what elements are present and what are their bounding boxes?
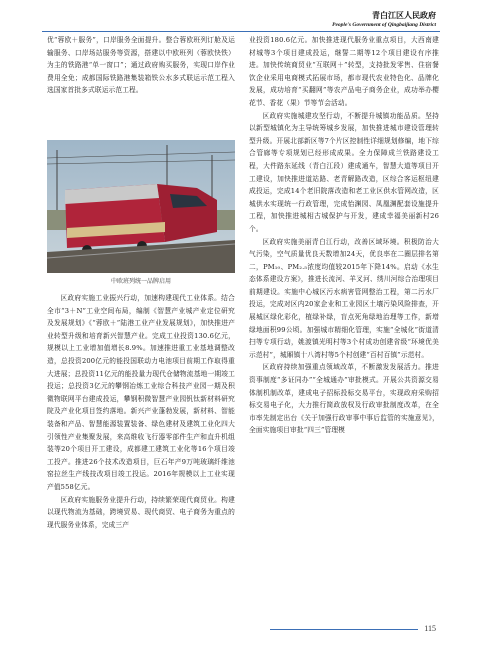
header-title: 青白江区人民政府 xyxy=(372,11,436,20)
paragraph: 区政府实施工业振兴行动，加速构建现代工业体系。结合全市“3＋N”工业空间布局，编制《智慧产业城产业定位研究及发展规划》《“蓉欧＋”陆港工业产业发展规划》，加快推进产业转型升级和培育新兴智慧产业。完成工业投资130.6亿元，规模以上工业增加值增长8.9%。加速推进重工业基地调整改造，总投资200亿元的能投国联动力电池项目前期工作取得重大进展；总投资11亿元的能投量力现代仓储物流基地一期竣工投运；总投资3亿元的攀钢冶炼工业综合科技产业园一期及积微物联网平台建成投运，攀钢积微智慧产业园钒钛新材料研究院及产业化项目签约落地。新兴产业蓬勃发展，新材料、智能装备和产品、智慧能源装置装备、绿色建材及建筑工业化四大引领性产业集聚发展，来高维收飞行器零部件生产和直升机组装等20个项目开工建设，成都建工建筑工业化等16个项目竣工投产。推进26个技术改造项目，巨石年产9万吨玻璃纤维池窑拉丝生产线技改项目竣工投运。2016年规模以上工业实现产值558亿元。 xyxy=(47,294,235,491)
train-illustration xyxy=(47,140,235,273)
photo-caption: 中欧班列统一品牌启用 xyxy=(110,278,171,285)
paragraph: 优“蓉欧＋服务”，口岸服务全面提升。整合蓉欧班列订舱及运输服务、口岸场站服务等资源，搭建以中欧班列（蓉欧快铁）为主的铁路港“单一窗口”；通过政府购买服务，实现口岸作业费用全免；成都国际铁路港集装箱铁公水多式联运示范工程入选国家首批多式联运示范工程。 xyxy=(47,36,235,95)
left-column-body xyxy=(47,292,235,531)
paragraph: 业投资180.6亿元。加快推进现代服务业重点项目，大西南建材城等3个项目建成投运，继誓二期等12个项目建设有序推进。加快传统商贸业“互联网＋”转型，支持批发零售、住宿餐饮企业采用电商模式拓展市场，都市现代农业特色化、品牌化发展，成功培育“买翻网”等农产品电子商务企业，成功举办樱花节、香花（果）节等节会活动。 xyxy=(249,36,439,107)
paragraph: 区政府实施服务业提升行动，持续繁荣现代商贸业。构建以现代物流为基础，跨境贸易、现代商贸、电子商务为重点的现代服务业体系，完成三产 xyxy=(47,495,235,529)
paragraph: 区政府实施美丽青白江行动，改善区域环境。积极防治大气污染，空气质量优良天数增加24天，优良率在二圈层排名第二，PM₁₀、PM₂.₅浓度均值较2015年下降14%。启动《水生态体系建设方案》，推进长流河、羊叉河、绣川河综合治理项目前期建设。实施中心城区污水病害管网整治工程，第二污水厂投运，完成对区内20家企业和工业园区土壤污染风险排查，开展城区绿化彩化，植绿补绿，盲点死角绿地治理等工作，新增绿地面积99公顷。加强城市精细化管理，实施“全城化”街道清扫等专项行动，姚渡镇光明村等3个村成功创建省级“环境优美示范村”，城厢镇十八湾村等5个村创建“百村百镇”示范村。 xyxy=(249,237,439,359)
header-divider xyxy=(42,31,440,32)
right-column-body xyxy=(249,34,439,437)
paragraph: 区政府实施城建攻坚行动，不断提升城镇功能品质。坚持以新型城镇化为主导统筹城乡发展，加快推进城市建设管理转型升级。开展北部新区等7个片区控制性详细规划修编，地下综合管廊等专项规划已经形成成果。全力保障成兰铁路建设工程，大件路东延线（青白江段）建成通车，智慧大道等项目开工建设，加快推进道站路、老青解路改造，区综合客运枢纽建成投运，完成14个老旧院落改造和老工业区供水管网改造，区城供水实现统一行政管理，完成怡渊园、凤凰渊配套设施提升工程，加快推进城相古城保护与开发，建成幸福美丽新村26个。 xyxy=(249,111,439,233)
left-column-top xyxy=(47,34,235,97)
footer-divider xyxy=(270,629,418,630)
header-subtitle: People's Government of Qingbaijiang District xyxy=(332,22,436,28)
page-number: 115 xyxy=(424,624,436,633)
paragraph: 区政府持续加强重点领域改革，不断激发发展活力。推进资事制度“多证同办”“全城通办”审批模式。开展公共资源交易体制机制改革，建成电子招标投标交易平台，实现政府采购招标交易电子化，大力推行简政放权及行政审批制度改革，在全市率先制定出台《关于加强行政审事中事后监管的实施意见》，全面实施项目审批“四三”管理模 xyxy=(249,363,439,435)
train-photo xyxy=(47,140,235,273)
